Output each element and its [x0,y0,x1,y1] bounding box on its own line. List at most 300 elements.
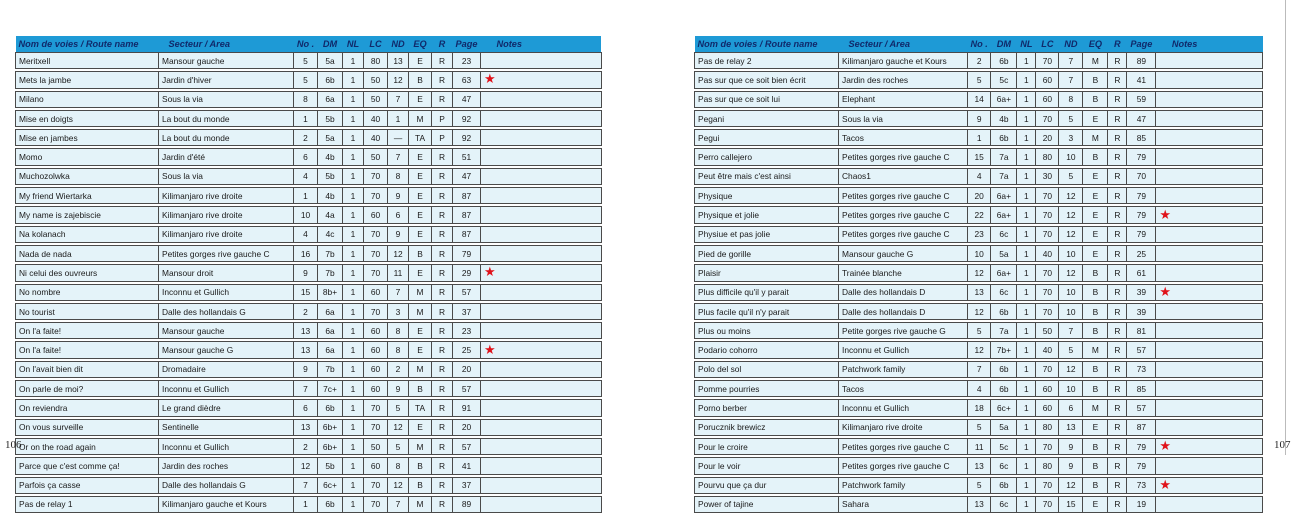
notes-cell [480,400,601,416]
star-icon: ★ [483,341,496,357]
notes-cell [480,323,601,339]
bolting-cell: M [1083,130,1108,146]
sector-cell: Inconnu et Gullich [839,342,968,358]
route-no-cell: 13 [294,342,318,358]
notes-cell [480,91,601,107]
route-name-cell: Polo del sol [695,361,839,377]
pitches-cell: 1 [1017,188,1036,204]
route-name-cell: On l'a faite! [16,342,159,358]
page-ref-cell: 25 [453,342,481,358]
rope-length-cell: 60 [364,207,388,223]
page-ref-cell: 37 [453,477,481,493]
bolting-cell: B [409,477,432,493]
notes-cell [1156,419,1263,435]
route-name-cell: Physique et jolie [695,207,839,223]
grade-cell: 4b [318,149,343,165]
route-name-cell: Porucznik brewicz [695,419,839,435]
sector-cell: Dalle des hollandais G [159,303,294,319]
route-no-cell: 13 [294,419,318,435]
table-row [16,496,602,512]
quickdraws-cell: 2 [388,361,409,377]
table-row [695,168,1263,184]
rope-length-cell: 70 [364,400,388,416]
table-row [16,303,602,319]
rope-length-cell: 70 [1036,188,1059,204]
pitches-cell: 1 [343,496,364,512]
type-cell: R [432,419,453,435]
route-name-cell: Nada de nada [16,245,159,261]
type-cell: R [432,361,453,377]
rope-length-cell: 70 [1036,284,1059,300]
table-row [16,168,602,184]
grade-cell: 6c+ [991,400,1017,416]
pitches-cell: 1 [343,265,364,281]
grade-cell: 6b+ [318,438,343,454]
grade-cell: 6a [318,91,343,107]
notes-cell [480,110,601,126]
table-row [695,72,1263,88]
pitches-cell: 1 [1017,168,1036,184]
grade-cell: 4c [318,226,343,242]
quickdraws-cell: 3 [388,303,409,319]
quickdraws-cell: 10 [1059,303,1083,319]
bolting-cell: E [409,419,432,435]
pitches-cell: 1 [343,477,364,493]
pitches-cell: 1 [1017,91,1036,107]
notes-cell [480,496,601,512]
page-ref-cell: 41 [453,458,481,474]
col-notes-header: Notes [1156,36,1263,53]
route-no-cell: 13 [968,458,991,474]
col-page-header: Page [1127,36,1156,53]
route-name-cell: Mise en jambes [16,130,159,146]
page-ref-cell: 73 [1127,477,1156,493]
pitches-cell: 1 [1017,226,1036,242]
sector-cell: Tacos [839,381,968,397]
table-row [695,458,1263,474]
page-ref-cell: 57 [1127,400,1156,416]
sector-cell: Inconnu et Gullich [159,438,294,454]
table-row [16,110,602,126]
rope-length-cell: 70 [1036,207,1059,223]
route-name-cell: Pour le croire [695,438,839,454]
bolting-cell: E [1083,419,1108,435]
quickdraws-cell: 9 [388,188,409,204]
rope-length-cell: 40 [364,130,388,146]
bolting-cell: B [1083,72,1108,88]
page-ref-cell: 79 [1127,207,1156,223]
notes-cell [480,226,601,242]
bolting-cell: B [1083,381,1108,397]
route-name-cell: Mets la jambe [16,72,159,88]
notes-cell [480,381,601,397]
table-row [16,245,602,261]
route-name-cell: Pour le voir [695,458,839,474]
route-name-cell: On l'a faite! [16,323,159,339]
table-row [16,400,602,416]
grade-cell: 4b [318,188,343,204]
table-row [695,188,1263,204]
rope-length-cell: 60 [1036,381,1059,397]
star-icon: ★ [483,71,496,87]
pitches-cell: 1 [1017,245,1036,261]
route-name-cell: Or on the road again [16,438,159,454]
type-cell: R [1108,207,1127,223]
quickdraws-cell: 12 [1059,477,1083,493]
col-lc-header: LC [1036,36,1059,53]
col-dm-header: DM [318,36,343,53]
notes-cell [480,477,601,493]
route-no-cell: 13 [968,496,991,512]
quickdraws-cell: 7 [1059,53,1083,69]
pitches-cell: 1 [343,419,364,435]
route-no-cell: 23 [968,226,991,242]
rope-length-cell: 80 [1036,149,1059,165]
quickdraws-cell: 9 [1059,438,1083,454]
pitches-cell: 1 [343,381,364,397]
route-name-cell: Ni celui des ouvreurs [16,265,159,281]
rope-length-cell: 70 [364,303,388,319]
notes-cell [1156,265,1263,281]
bolting-cell: E [409,265,432,281]
route-name-cell: Plus ou moins [695,323,839,339]
rope-length-cell: 70 [364,245,388,261]
route-name-cell: Pourvu que ça dur [695,477,839,493]
table-row [16,72,602,88]
table-row [695,207,1263,223]
bolting-cell: E [1083,110,1108,126]
grade-cell: 5a [991,419,1017,435]
type-cell: R [1108,188,1127,204]
bolting-cell: E [409,188,432,204]
grade-cell: 7a [991,323,1017,339]
route-name-cell: On parle de moi? [16,381,159,397]
notes-cell [1156,284,1263,300]
bolting-cell: E [409,168,432,184]
grade-cell: 5a [318,53,343,69]
sector-cell: Petites gorges rive gauche C [839,226,968,242]
notes-cell [1156,458,1263,474]
bolting-cell: B [1083,265,1108,281]
route-no-cell: 9 [294,361,318,377]
table-row [16,477,602,493]
route-no-cell: 5 [968,419,991,435]
type-cell: P [432,110,453,126]
sector-cell: Mansour droit [159,265,294,281]
quickdraws-cell: 7 [388,284,409,300]
table-row [16,284,602,300]
grade-cell: 6c [991,284,1017,300]
quickdraws-cell: 11 [388,265,409,281]
notes-cell [480,342,601,358]
route-no-cell: 12 [968,265,991,281]
pitches-cell: 1 [1017,53,1036,69]
star-icon: ★ [483,264,496,280]
quickdraws-cell: 1 [388,110,409,126]
quickdraws-cell: 5 [388,438,409,454]
sector-cell: Jardin d'hiver [159,72,294,88]
page-ref-cell: 20 [453,419,481,435]
page-ref-cell: 57 [453,381,481,397]
notes-cell [480,245,601,261]
sector-cell: La bout du monde [159,130,294,146]
rope-length-cell: 80 [364,53,388,69]
route-no-cell: 5 [294,53,318,69]
type-cell: R [432,226,453,242]
bolting-cell: B [1083,284,1108,300]
rope-length-cell: 80 [1036,419,1059,435]
quickdraws-cell: 10 [1059,284,1083,300]
sector-cell: Petites gorges rive gauche C [839,207,968,223]
page-ref-cell: 47 [453,168,481,184]
bolting-cell: B [409,72,432,88]
notes-cell [480,303,601,319]
quickdraws-cell: 5 [1059,168,1083,184]
page-edge-line [1285,0,1286,455]
route-name-cell: My friend Wiertarka [16,188,159,204]
col-name-header: Nom de voies / Route name [695,36,839,53]
route-name-cell: Mise en doigts [16,110,159,126]
right-page [694,36,1291,513]
quickdraws-cell: 8 [388,458,409,474]
table-row [16,438,602,454]
table-row [695,91,1263,107]
sector-cell: Mansour gauche [159,323,294,339]
bolting-cell: B [409,458,432,474]
table-row [16,323,602,339]
pitches-cell: 1 [1017,381,1036,397]
table-row [16,361,602,377]
bolting-cell: B [1083,91,1108,107]
page-ref-cell: 79 [1127,438,1156,454]
pitches-cell: 1 [1017,207,1036,223]
notes-cell [1156,381,1263,397]
page-ref-cell: 79 [453,245,481,261]
route-name-cell: Pas de relay 2 [695,53,839,69]
page-ref-cell: 63 [453,72,481,88]
route-no-cell: 5 [968,477,991,493]
star-icon: ★ [1159,284,1172,299]
type-cell: R [1108,284,1127,300]
notes-cell [1156,168,1263,184]
type-cell: R [1108,245,1127,261]
type-cell: R [432,53,453,69]
route-no-cell: 15 [968,149,991,165]
page-ref-cell: 89 [1127,53,1156,69]
sector-cell: Jardin des roches [159,458,294,474]
sector-cell: Sous la via [159,168,294,184]
bolting-cell: B [1083,361,1108,377]
quickdraws-cell: 12 [1059,188,1083,204]
grade-cell: 6c [991,496,1017,512]
sector-cell: Elephant [839,91,968,107]
col-nl-header: NL [1017,36,1036,53]
route-no-cell: 1 [294,110,318,126]
rope-length-cell: 50 [364,91,388,107]
route-no-cell: 13 [968,284,991,300]
table-row [695,265,1263,281]
route-name-cell: Peut être mais c'est ainsi [695,168,839,184]
type-cell: R [1108,149,1127,165]
quickdraws-cell: 9 [388,226,409,242]
notes-cell [1156,188,1263,204]
route-no-cell: 12 [968,342,991,358]
route-name-cell: My name is zajebiscie [16,207,159,223]
table-row [16,381,602,397]
type-cell: R [1108,168,1127,184]
pitches-cell: 1 [1017,284,1036,300]
type-cell: R [1108,458,1127,474]
type-cell: R [432,477,453,493]
route-no-cell: 2 [294,130,318,146]
grade-cell: 5b [318,168,343,184]
col-r-header: R [1108,36,1127,53]
sector-cell: Sous la via [159,91,294,107]
grade-cell: 6b [991,303,1017,319]
type-cell: R [1108,438,1127,454]
quickdraws-cell: 12 [388,72,409,88]
route-name-cell: Plus difficile qu'il y parait [695,284,839,300]
bolting-cell: B [409,245,432,261]
pitches-cell: 1 [343,458,364,474]
page-ref-cell: 87 [453,207,481,223]
bolting-cell: M [409,303,432,319]
grade-cell: 5b [318,110,343,126]
route-no-cell: 4 [968,168,991,184]
grade-cell: 7a [991,149,1017,165]
notes-cell [480,207,601,223]
notes-cell [1156,400,1263,416]
bolting-cell: B [1083,458,1108,474]
quickdraws-cell: 3 [1059,130,1083,146]
route-name-cell: Podario cohorro [695,342,839,358]
page-ref-cell: 23 [453,323,481,339]
page-ref-cell: 23 [453,53,481,69]
bolting-cell: E [409,342,432,358]
notes-cell [1156,72,1263,88]
pitches-cell: 1 [343,130,364,146]
route-no-cell: 5 [294,72,318,88]
page-number-right: 107 [1274,439,1291,451]
type-cell: R [1108,226,1127,242]
col-no-header: No . [968,36,991,53]
rope-length-cell: 40 [1036,245,1059,261]
pitches-cell: 1 [1017,419,1036,435]
route-name-cell: Pied de gorille [695,245,839,261]
sector-cell: Inconnu et Gullich [839,400,968,416]
route-name-cell: Plus facile qu'il n'y parait [695,303,839,319]
pitches-cell: 1 [343,342,364,358]
route-name-cell: Meritxell [16,53,159,69]
sector-cell: Petites gorges rive gauche C [839,438,968,454]
rope-length-cell: 70 [1036,110,1059,126]
type-cell: R [432,400,453,416]
rope-length-cell: 20 [1036,130,1059,146]
grade-cell: 6b [318,72,343,88]
route-name-cell: Pegani [695,110,839,126]
type-cell: R [432,303,453,319]
route-name-cell: Momo [16,149,159,165]
quickdraws-cell: 7 [388,91,409,107]
quickdraws-cell: 10 [1059,245,1083,261]
page-ref-cell: 87 [453,188,481,204]
rope-length-cell: 70 [1036,226,1059,242]
page-ref-cell: 57 [453,284,481,300]
type-cell: R [432,149,453,165]
sector-cell: Kilimanjaro rive droite [159,226,294,242]
pitches-cell: 1 [1017,458,1036,474]
rope-length-cell: 70 [364,477,388,493]
quickdraws-cell: 12 [388,419,409,435]
bolting-cell: E [409,207,432,223]
table-row [16,342,602,358]
right-route-table [694,36,1263,513]
route-name-cell: On reviendra [16,400,159,416]
table-row [16,91,602,107]
grade-cell: 6b [318,496,343,512]
sector-cell: Jardin d'été [159,149,294,165]
route-no-cell: 9 [968,110,991,126]
page-ref-cell: 59 [1127,91,1156,107]
rope-length-cell: 70 [1036,361,1059,377]
grade-cell: 6b [991,53,1017,69]
grade-cell: 6b+ [318,419,343,435]
route-no-cell: 20 [968,188,991,204]
type-cell: R [432,323,453,339]
rope-length-cell: 50 [1036,323,1059,339]
grade-cell: 7b [318,265,343,281]
notes-cell [1156,245,1263,261]
table-row [695,361,1263,377]
rope-length-cell: 60 [364,458,388,474]
type-cell: P [432,130,453,146]
route-no-cell: 4 [968,381,991,397]
route-no-cell: 12 [294,458,318,474]
sector-cell: Sahara [839,496,968,512]
quickdraws-cell: 12 [1059,361,1083,377]
grade-cell: 5c [991,438,1017,454]
rope-length-cell: 70 [364,168,388,184]
quickdraws-cell: 12 [388,477,409,493]
table-row [695,226,1263,242]
page-ref-cell: 85 [1127,381,1156,397]
quickdraws-cell: 8 [388,342,409,358]
quickdraws-cell: 13 [388,53,409,69]
sector-cell: Petites gorges rive gauche C [839,149,968,165]
pitches-cell: 1 [343,284,364,300]
route-no-cell: 7 [968,361,991,377]
col-eq-header: EQ [409,36,432,53]
type-cell: R [432,72,453,88]
sector-cell: Sous la via [839,110,968,126]
quickdraws-cell: — [388,130,409,146]
table-row [695,323,1263,339]
sector-cell: Mansour gauche G [159,342,294,358]
notes-cell [1156,53,1263,69]
rope-length-cell: 60 [1036,400,1059,416]
page-number-left: 106 [5,439,22,451]
route-name-cell: Milano [16,91,159,107]
rope-length-cell: 60 [364,361,388,377]
type-cell: R [1108,361,1127,377]
quickdraws-cell: 10 [1059,149,1083,165]
route-no-cell: 5 [968,72,991,88]
type-cell: R [1108,130,1127,146]
page-ref-cell: 47 [1127,110,1156,126]
route-no-cell: 7 [294,381,318,397]
pitches-cell: 1 [343,168,364,184]
page-ref-cell: 29 [453,265,481,281]
